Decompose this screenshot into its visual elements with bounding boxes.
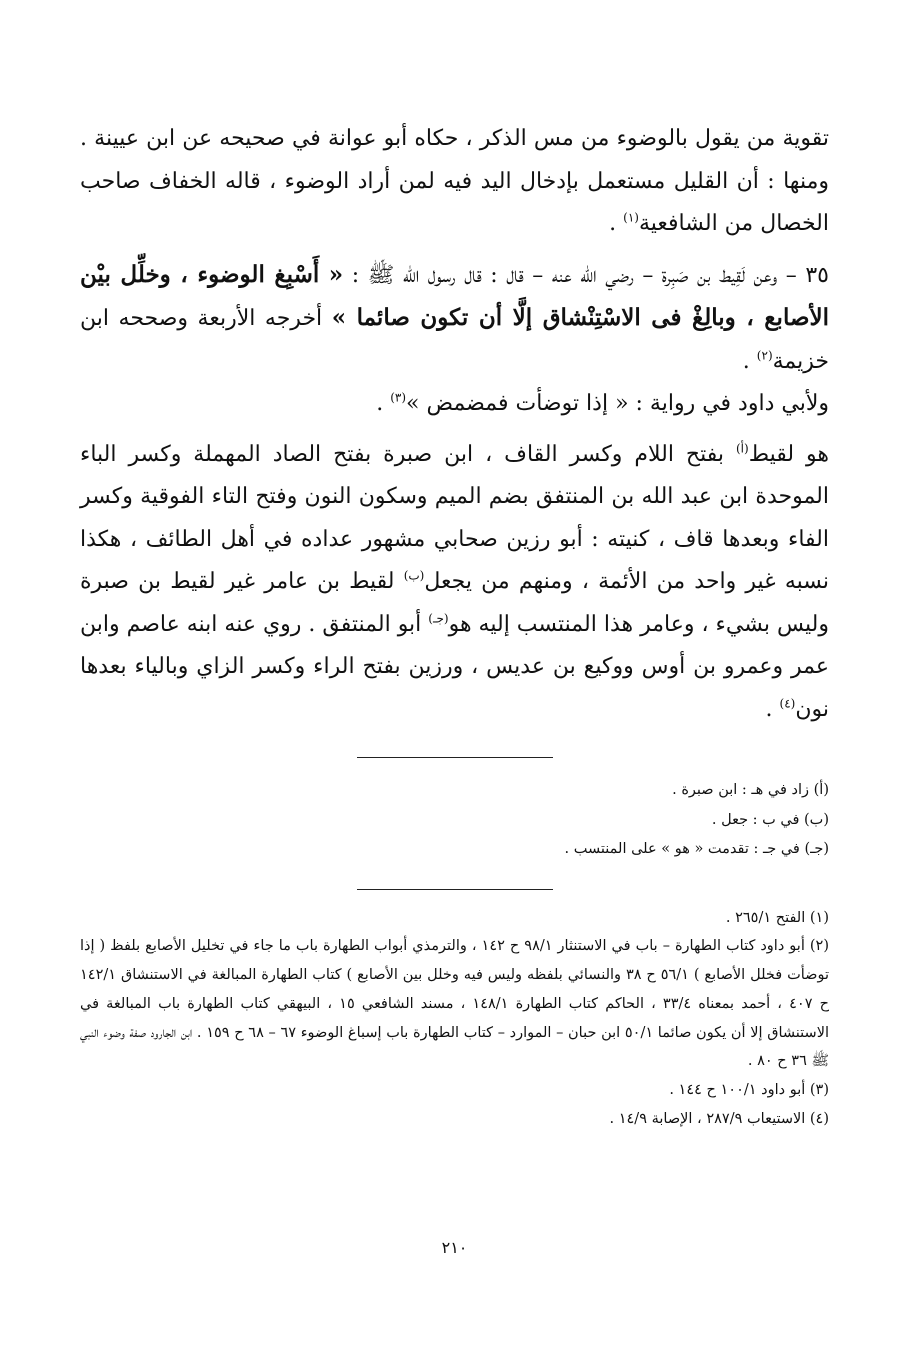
reference-note: (١) الفتح ٢٦٥/١ . [725, 909, 829, 926]
variant-marker: (أ) [736, 441, 749, 456]
punctuation: . [765, 696, 780, 722]
commentary-text: لقيط بن عامر غير لقيط بن صبرة وليس بشيء ، وعامر هذا المنتسب إليه هو [80, 569, 829, 637]
reference-notes [80, 904, 829, 1134]
hadith-text: « أَسْبِغ الوضوء ، وخلِّل بيْن الأصابع ، وبالِغْ فى الاسْتِنْشاق إلَّا أن تكون صائما » [80, 260, 829, 331]
variant-note: (أ) زاد في هـ : ابن صبرة . [672, 782, 829, 798]
variant-note: (جـ) في جـ : تقدمت « هو » على المنتسب . [564, 841, 829, 857]
hadith-source: أخرجه الأربعة وصححه ابن خزيمة [80, 306, 829, 374]
reference-note: (٢) أبو داود كتاب الطهارة – باب في الاستنثار ٩٨/١ ح ١٤٢ ، والترمذي أبواب الطهارة باب ما جاء في تخليل الأصابع بلفظ ( إذا توضأت فخلل الأصابع ) ٥٦/١ ح ٣٨ والنسائي بلفظه وليس فيه وخلل بين الأصابع ) كتاب الطهارة المبالغة في الاستنشاق ١٤٢/١ ح ٤٠٧ ، أحمد بمعناه ٣٣/٤ ، الحاكم كتاب الطهارة ١٤٨/١ ، مسند الشافعي ١٥ ، البيهقي كتاب الطهارة باب المبالغة في الاستنشاق إلا أن يكون صائما ٥٠/١ ابن حبان – الموارد – كتاب الطهارة باب إسباغ الوضوء ٦٧ – ٦٨ ح ١٥٩ . ابن الجارود صفة وضوء النبي ﷺ ٣٦ ح ٨٠ . [80, 938, 830, 1070]
main-text [80, 118, 829, 731]
commentary-paragraph [80, 434, 829, 732]
footnote-marker: (١) [623, 210, 639, 225]
hadith-intro: ٣٥ – وعن لَقِيط بن صَبِرة – رضي الله عنه – قال : قال رسول الله ﷺ : [343, 262, 829, 288]
abu-dawud-paragraph [80, 383, 829, 426]
footnote-marker: (٤) [779, 696, 796, 711]
punctuation: . [742, 348, 757, 374]
commentary-text: أبو المنتفق . روي عنه ابنه عاصم وابن عمر وعمرو بن أوس ووكيع بن عديس ، ورزين بفتح الراء وكسر الزاي وبالياء بعدها نون [80, 611, 829, 722]
page-number: ٢١٠ [441, 1238, 468, 1257]
footnote-divider [357, 757, 553, 758]
variant-note: (ب) في ب : جعل . [711, 811, 829, 828]
paragraph-intro [80, 118, 829, 246]
variant-notes [80, 776, 829, 865]
paragraph-intro-text: تقوية من يقول بالوضوء من مس الذكر ، حكاه أبو عوانة في صحيحه عن ابن عيينة . ومنها : أن القليل مستعمل بإدخال اليد فيه لمن أراد الوضوء ، قاله الخفاف صاحب الخصال من الشافعية [80, 126, 829, 236]
variant-marker: (ب) [403, 568, 425, 583]
hadith-paragraph [80, 254, 829, 384]
punctuation: . [609, 211, 624, 236]
footnote-marker: (٣) [390, 390, 407, 405]
punctuation: . [376, 391, 391, 416]
abu-dawud-text: ولأبي داود في رواية : « إذا توضأت فمضمض » [406, 391, 829, 416]
reference-note: (٤) الاستيعاب ٢٨٧/٩ ، الإصابة ١٤/٩ . [609, 1111, 829, 1128]
commentary-text: بفتح اللام وكسر القاف ، ابن صبرة بفتح الصاد المهملة وكسر الباء الموحدة ابن عبد الله بن المنتفق بضم الميم وسكون النون وفتح التاء الفوقية وكسر الفاء وبعدها قاف ، كنيته : أبو رزين صحابي مشهور عداده في أهل الطائف ، هكذا نسبه غير واحد من الأئمة ، ومنهم من يجعل [80, 441, 830, 594]
reference-note: (٣) أبو داود ١٠٠/١ ح ١٤٤ . [669, 1082, 829, 1099]
footnote-divider [357, 889, 553, 890]
variant-marker: (جـ) [428, 611, 449, 626]
footnote-marker: (٢) [756, 348, 773, 363]
commentary-text: هو لقيط [748, 441, 829, 467]
